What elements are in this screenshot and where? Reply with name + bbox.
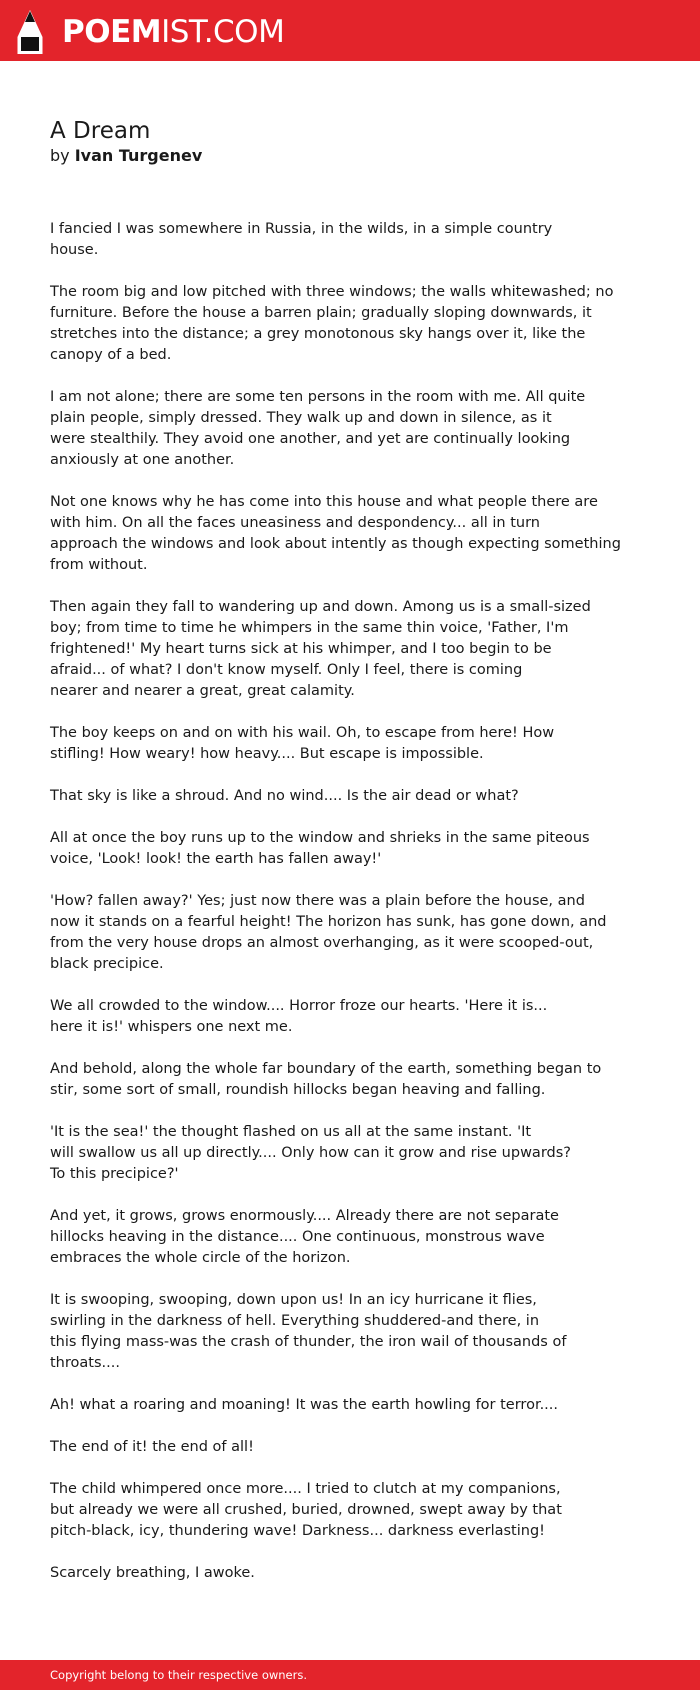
byline-prefix: by	[50, 146, 70, 165]
poem-line: The room big and low pitched with three windows; the walls whitewashed; no	[50, 284, 614, 300]
poem-header	[50, 116, 650, 166]
poem-line: now it stands on a fearful height! The horizon has sunk, has gone down, and	[50, 914, 607, 930]
poem-line: throats....	[50, 1355, 120, 1371]
poem-stanza	[50, 282, 650, 366]
poem-line: canopy of a bed.	[50, 347, 172, 363]
poem-line: stir, some sort of small, roundish hillocks began heaving and falling.	[50, 1082, 546, 1098]
poem-stanza	[50, 1479, 650, 1542]
poem-stanza	[50, 786, 650, 807]
poem-line: I am not alone; there are some ten persons in the room with me. All quite	[50, 389, 586, 405]
poem-line: swirling in the darkness of hell. Everything shuddered-and there, in	[50, 1313, 540, 1329]
poem-author: Ivan Turgenev	[74, 146, 203, 165]
poem-byline	[50, 146, 650, 166]
poem-title: A Dream	[50, 118, 151, 144]
poem-line: 'It is the sea!' the thought flashed on us all at the same instant. 'It	[50, 1124, 532, 1140]
poem-line: plain people, simply dressed. They walk up and down in silence, as it	[50, 410, 552, 426]
poem-line: pitch-black, icy, thundering wave! Darkness... darkness everlasting!	[50, 1523, 545, 1539]
poem-line: house.	[50, 242, 99, 258]
poem-stanza	[50, 996, 650, 1038]
poem-line: stifling! How weary! how heavy.... But escape is impossible.	[50, 746, 484, 762]
poem-line: from without.	[50, 557, 148, 573]
poem-line: All at once the boy runs up to the window and shrieks in the same piteous	[50, 830, 590, 846]
poem-line: afraid... of what? I don't know myself. Only I feel, there is coming	[50, 662, 523, 678]
poem-line: It is swooping, swooping, down upon us! In an icy hurricane it flies,	[50, 1292, 537, 1308]
poem-line: here it is!' whispers one next me.	[50, 1019, 293, 1035]
poem-line: The child whimpered once more.... I tried to clutch at my companions,	[50, 1481, 561, 1497]
poem-stanza	[50, 891, 650, 975]
poem-line: but already we were all crushed, buried, drowned, swept away by that	[50, 1502, 562, 1518]
poem-line: frightened!' My heart turns sick at his whimper, and I too begin to be	[50, 641, 552, 657]
site-header	[0, 0, 700, 61]
poem-stanza	[50, 1290, 650, 1374]
poem-line: And behold, along the whole far boundary of the earth, something began to	[50, 1061, 602, 1077]
site-logo[interactable]	[16, 9, 284, 55]
logo-text-light: IST.COM	[161, 13, 285, 50]
poem-line: were stealthily. They avoid one another, and yet are continually looking	[50, 431, 571, 447]
poem-line: this flying mass-was the crash of thunder, the iron wail of thousands of	[50, 1334, 567, 1350]
poem-line: That sky is like a shroud. And no wind.... Is the air dead or what?	[50, 788, 519, 804]
poem-line: To this precipice?'	[50, 1166, 179, 1182]
poem-line: stretches into the distance; a grey monotonous sky hangs over it, like the	[50, 326, 586, 342]
poem-stanza	[50, 828, 650, 870]
poem-line: Not one knows why he has come into this house and what people there are	[50, 494, 598, 510]
poem-line: I fancied I was somewhere in Russia, in the wilds, in a simple country	[50, 221, 553, 237]
poem-stanza	[50, 1206, 650, 1269]
poem-line: anxiously at one another.	[50, 452, 235, 468]
poem-line: furniture. Before the house a barren plain; gradually sloping downwards, it	[50, 305, 592, 321]
logo-text-bold: POEM	[62, 13, 162, 50]
poem-line: The boy keeps on and on with his wail. Oh, to escape from here! How	[50, 725, 555, 741]
poem-line: nearer and nearer a great, great calamity.	[50, 683, 355, 699]
poem-stanza	[50, 387, 650, 471]
poem-line: hillocks heaving in the distance.... One continuous, monstrous wave	[50, 1229, 545, 1245]
poem-line: And yet, it grows, grows enormously.... Already there are not separate	[50, 1208, 559, 1224]
poem-line: voice, 'Look! look! the earth has fallen away!'	[50, 851, 382, 867]
poem-stanza	[50, 1122, 650, 1185]
poem-stanza	[50, 723, 650, 765]
poem-line: black precipice.	[50, 956, 164, 972]
poem-stanza	[50, 597, 650, 702]
poem-line: boy; from time to time he whimpers in the same thin voice, 'Father, I'm	[50, 620, 569, 636]
poem-stanza	[50, 492, 650, 576]
poem-line: 'How? fallen away?' Yes; just now there was a plain before the house, and	[50, 893, 585, 909]
poem-line: with him. On all the faces uneasiness and despondency... all in turn	[50, 515, 540, 531]
poem-stanza	[50, 1395, 650, 1416]
poem-line: will swallow us all up directly.... Only how can it grow and rise upwards?	[50, 1145, 571, 1161]
site-logo-text	[62, 13, 285, 50]
poem-line: Ah! what a roaring and moaning! It was the earth howling for terror....	[50, 1397, 559, 1413]
poem-line: The end of it! the end of all!	[50, 1439, 254, 1455]
poem-line: We all crowded to the window.... Horror froze our hearts. 'Here it is...	[50, 998, 548, 1014]
poem-stanza	[50, 1563, 650, 1584]
poem-line: embraces the whole circle of the horizon.	[50, 1250, 351, 1266]
poem-stanza	[50, 1437, 650, 1458]
poem-body	[50, 219, 650, 1605]
poem-stanza	[50, 1059, 650, 1101]
site-footer	[0, 1660, 700, 1690]
poem-line: Then again they fall to wandering up and down. Among us is a small-sized	[50, 599, 591, 615]
poem-line: from the very house drops an almost overhanging, as it were scooped-out,	[50, 935, 594, 951]
poem-line: Scarcely breathing, I awoke.	[50, 1565, 255, 1581]
pencil-tip-icon	[16, 9, 44, 55]
footer-copyright: Copyright belong to their respective owners.	[50, 1668, 308, 1682]
poem-stanza	[50, 219, 650, 261]
poem-line: approach the windows and look about intently as though expecting something	[50, 536, 621, 552]
